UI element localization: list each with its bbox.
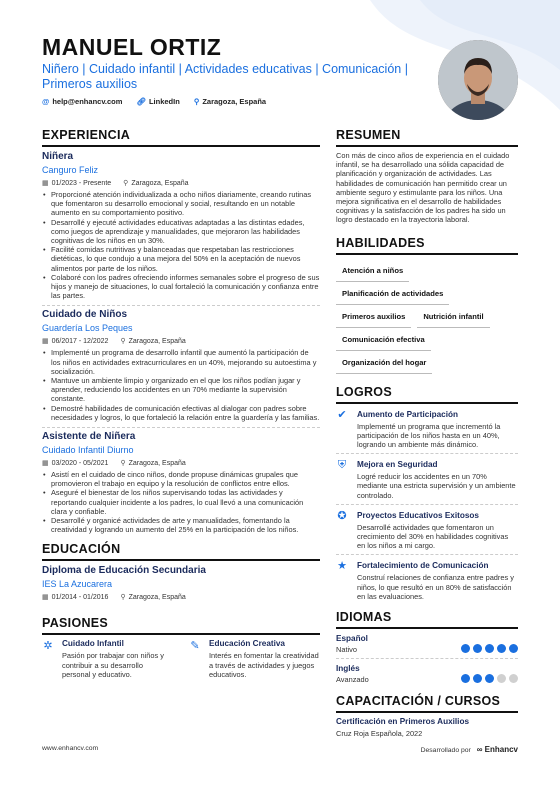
divider xyxy=(42,427,320,428)
rating-dot xyxy=(473,644,482,653)
language-item xyxy=(336,634,518,654)
location-pin-icon: ⚲ xyxy=(193,97,200,106)
divider xyxy=(42,305,320,306)
rating-dot xyxy=(461,644,470,653)
skill-tag: Comunicación efectiva xyxy=(336,328,431,351)
rating-dot xyxy=(485,644,494,653)
bullet: • Implementé un programa de desarrollo infantil que aumentó la participación de los niños en actividades extracurriculares en un 40%, mejorando su autoestima y socialización. xyxy=(42,348,320,376)
language-name: Inglés xyxy=(336,664,360,674)
passion-title: Educación Creativa xyxy=(209,639,285,649)
bullet: • Desarrollé y ejecuté actividades educativas adaptadas a las distintas edades, como juegos de aprendizaje y manualidades, que mejoraron las habilidades cognitivas de los niños en un 30%. xyxy=(42,218,320,246)
bullet: • Asistí en el cuidado de cinco niños, donde propuse dinámicas grupales que promovieron el trabajo en equipo y la resolución de conflictos entre ellos. xyxy=(42,470,320,488)
divider xyxy=(336,504,518,505)
languages-heading: IDIOMAS xyxy=(336,610,518,629)
right-column xyxy=(336,128,518,738)
divider xyxy=(336,554,518,555)
achievement-title: Proyectos Educativos Exitosos xyxy=(357,510,479,520)
link-icon: 🔗︎ xyxy=(136,97,146,106)
rating-dot xyxy=(509,674,518,683)
magic-wand-icon: ✲ xyxy=(43,640,53,653)
achievement-item xyxy=(336,511,518,551)
job-company: Cuidado Infantil Diurno xyxy=(42,445,134,456)
job-entry xyxy=(42,431,320,534)
bullet: • Colaboré con los padres ofreciendo informes semanales sobre el progreso de sus hijos y manejo de situaciones, lo cual fortaleció la comunicación y confianza entre las partes. xyxy=(42,273,320,301)
job-entry xyxy=(42,151,320,300)
pencil-icon: ✎ xyxy=(190,640,200,653)
rating-dot xyxy=(485,674,494,683)
divider xyxy=(336,658,518,659)
achievement-title: Mejora en Seguridad xyxy=(357,460,438,470)
job-role: Niñera xyxy=(42,151,74,162)
job-bullets xyxy=(42,470,320,534)
location-pin-icon: ⚲ xyxy=(120,594,126,602)
bullet: • Desarrollé y organicé actividades de arte y manualidades, fomentando la creatividad y logrando un aumento del 25% en la participación de los niños. xyxy=(42,516,320,534)
divider xyxy=(336,453,518,454)
star-icon: ★ xyxy=(337,560,347,573)
bullet: • Facilité comidas nutritivas y balanceadas que respetaban las restricciones dietéticas, lo que condujo a una mejora del 50% en la aceptación de nuevos alimentos por parte de los niños. xyxy=(42,245,320,273)
job-company: Canguro Feliz xyxy=(42,165,99,175)
linkedin-contact[interactable]: 🔗︎ LinkedIn xyxy=(136,97,180,106)
skill-tag: Primeros auxilios xyxy=(336,305,411,328)
email-contact[interactable]: @ help@enhancv.com xyxy=(42,97,123,106)
achievement-item xyxy=(336,410,518,450)
achievement-item xyxy=(336,460,518,500)
rating-dot xyxy=(497,644,506,653)
achievement-desc: Logré reducir los accidentes en un 70% mediante una estricta supervisión y un ambiente controlado. xyxy=(357,472,516,500)
skill-tag: Organización del hogar xyxy=(336,351,432,374)
summary-heading: RESUMEN xyxy=(336,128,518,147)
contact-bar xyxy=(42,97,266,106)
achievements-heading: LOGROS xyxy=(336,385,518,404)
job-company: Guardería Los Peques xyxy=(42,323,133,334)
skill-tag: Nutrición infantil xyxy=(417,305,489,328)
at-icon: @ xyxy=(42,97,50,106)
achievement-item xyxy=(336,561,518,601)
skills-heading: HABILIDADES xyxy=(336,236,518,255)
language-rating xyxy=(461,674,518,683)
passions-heading: PASIONES xyxy=(42,616,320,635)
bullet: • Mantuve un ambiente limpio y organizado en el que los niños podían jugar y aprender, reduciendo los accidentes en un 70% mediante la supervisión constante. xyxy=(42,376,320,404)
language-rating xyxy=(461,644,518,653)
calendar-icon: ▦ xyxy=(42,594,49,602)
education-meta: ▦ 01/2014 - 01/2016 ⚲ Zaragoza, España xyxy=(42,594,186,602)
rating-dot xyxy=(509,644,518,653)
experience-heading: EXPERIENCIA xyxy=(42,128,320,147)
bullet: • Aseguré el bienestar de los niños supervisando todas las actividades y reportando cualquier incidente a los padres, lo cual llevó a una comunicación clara y confiable. xyxy=(42,488,320,516)
profile-photo xyxy=(438,40,518,120)
achievement-desc: Construí relaciones de confianza entre padres y niños, lo que resultó en un 80% de satisfacción en las evaluaciones. xyxy=(357,573,514,601)
passion-desc: Interés en fomentar la creatividad a través de actividades y juegos educativos. xyxy=(209,651,319,679)
job-bullets xyxy=(42,348,320,422)
job-role: Asistente de Niñera xyxy=(42,431,136,443)
check-icon: ✔ xyxy=(337,408,347,421)
passion-title: Cuidado Infantil xyxy=(62,639,124,649)
school: IES La Azucarera xyxy=(42,579,113,590)
passions-list xyxy=(42,639,320,679)
job-role: Cuidado de Niños xyxy=(42,309,127,321)
job-meta: ▦ 06/2017 - 12/2022 ⚲ Zaragoza, España xyxy=(42,338,186,346)
rating-dot xyxy=(473,674,482,683)
job-entry xyxy=(42,309,320,422)
language-level: Avanzado xyxy=(336,675,369,685)
summary-text: Con más de cinco años de experiencia en el cuidado infantil, se ha desarrollado una sólida capacidad de planificación y organización de actividades. Las habilidades de comunicación han permitido crear un ambiente seguro y estimulante para los niños. Una mejora significativa en el desarrollo de habilidades cognitivas y la satisfacción de los padres ha sido un logro destacado en la trayectoria laboral. xyxy=(336,151,510,225)
rating-dot xyxy=(497,674,506,683)
footer xyxy=(42,745,518,754)
location-pin-icon: ⚲ xyxy=(120,338,126,346)
language-name: Español xyxy=(336,634,368,644)
job-meta: ▦ 01/2023 - Presente ⚲ Zaragoza, España xyxy=(42,180,189,187)
skill-tag: Planificación de actividades xyxy=(336,282,449,305)
course-title: Certificación en Primeros Auxilios xyxy=(336,717,470,727)
candidate-name: MANUEL ORTIZ xyxy=(42,34,222,60)
achievement-title: Aumento de Participación xyxy=(357,409,458,419)
shield-icon: ⛨ xyxy=(337,459,347,472)
skills-list xyxy=(336,259,518,374)
bullet: • Demostré habilidades de comunicación efectivas al dialogar con padres sobre necesidades y logros, lo que fortaleció la relación entre la guardería y las familias. xyxy=(42,404,320,422)
job-meta: ▦ 03/2020 - 05/2021 ⚲ Zaragoza, España xyxy=(42,460,186,468)
achievement-desc: Desarrollé actividades que fomentaron un crecimiento del 30% en habilidades cognitivas en los niños a mi cargo. xyxy=(357,522,509,551)
calendar-icon: ▦ xyxy=(42,180,49,187)
language-item xyxy=(336,664,518,684)
skill-tag: Atención a niños xyxy=(336,259,409,282)
language-level: Nativo xyxy=(336,645,357,655)
passion-item xyxy=(42,639,173,679)
location-contact: ⚲ Zaragoza, España xyxy=(193,97,267,106)
rating-dot xyxy=(461,674,470,683)
footer-site[interactable]: www.enhancv.com xyxy=(42,745,99,752)
passion-item xyxy=(189,639,320,679)
achievement-title: Fortalecimiento de Comunicación xyxy=(357,561,489,571)
training-heading: CAPACITACIÓN / CURSOS xyxy=(336,694,518,713)
location-pin-icon: ⚲ xyxy=(123,180,129,187)
course-org: Cruz Roja Española, 2022 xyxy=(336,729,423,739)
calendar-icon: ▦ xyxy=(42,460,49,468)
footer-powered: Desarrollado por ∞ Enhancv xyxy=(420,745,518,754)
degree: Diploma de Educación Secundaria xyxy=(42,565,206,577)
location-pin-icon: ⚲ xyxy=(120,460,126,468)
calendar-icon: ▦ xyxy=(42,338,49,346)
badge-icon: ✪ xyxy=(337,509,347,522)
job-bullets xyxy=(42,190,320,300)
headline: Niñero | Cuidado infantil | Actividades educativas | Comunicación | Primeros auxilios xyxy=(42,62,408,91)
enhancv-logo[interactable]: ∞ Enhancv xyxy=(476,745,518,754)
achievement-desc: Implementé un programa que incrementó la participación de los niños hasta en un 40%, logrando un ambiente más dinámico. xyxy=(357,421,501,450)
passion-desc: Pasión por trabajar con niños y contribuir a su desarrollo personal y educativo. xyxy=(62,651,164,679)
left-column xyxy=(42,128,320,679)
education-heading: EDUCACIÓN xyxy=(42,542,320,561)
bullet: • Proporcioné atención individualizada a ocho niños diariamente, creando rutinas que fomentaron su desarrollo emocional y social, resultando en un notable aumento en su comportamiento positivo. xyxy=(42,190,320,218)
